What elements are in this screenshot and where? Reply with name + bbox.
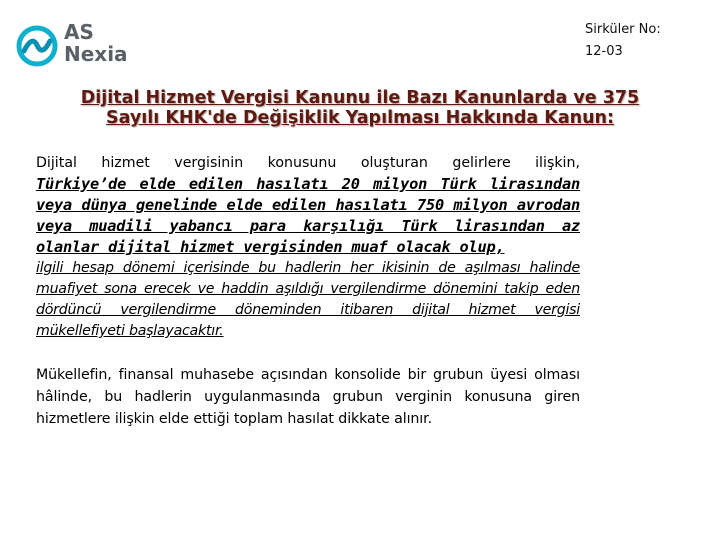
paragraph-2: Mükellefin, finansal muhasebe açısından konsolide bir grubun üyesi olması hâlinde, bu hadlerin uygulanmasında grubun verginin konusuna giren hizmetlere ilişkin elde ettiği toplam hasılat dikkate alınır. (36, 367, 580, 427)
title-line-2: Sayılı KHK'de Değişiklik Yapılması Hakkında Kanun: (106, 108, 614, 128)
logo-line-1: AS (64, 20, 94, 44)
document-body (36, 152, 580, 430)
paragraph-1-intro: Dijital hizmet vergisinin konusunu oluşturan gelirlere ilişkin, (36, 155, 580, 171)
title-line-1: Dijital Hizmet Vergisi Kanunu ile Bazı Kanunlarda ve 375 (80, 88, 640, 108)
as-nexia-logo-icon (16, 25, 58, 67)
page-title (40, 88, 680, 128)
circular-label: Sirküler No: (585, 22, 661, 37)
circular-number: 12-03 (585, 44, 623, 59)
paragraph-1-strong-text: Türkiye’de elde edilen hasılatı 20 milyon Türk lirasından veya dünya genelinde elde edilen hasılatı 750 milyon avrodan veya muadili yabancı para karşılığı Türk lirasından az olanlar dijital hizmet vergisinden muaf olacak olup, (36, 175, 580, 256)
paragraph-1-threshold (36, 174, 580, 258)
paragraph-1-rest: ilgili hesap dönemi içerisinde bu hadlerin her ikisinin de aşılması halinde muafiyet sona erecek ve haddin aşıldığı vergilendirme dönemini takip eden dördüncü vergilendirme döneminden itibaren dijital hizmet vergisi mükellefiyeti başlayacaktır. (36, 260, 580, 339)
circular-info (585, 19, 661, 63)
company-logo (16, 21, 132, 69)
logo-line-2: Nexia (64, 42, 128, 66)
logo-text (64, 21, 128, 65)
